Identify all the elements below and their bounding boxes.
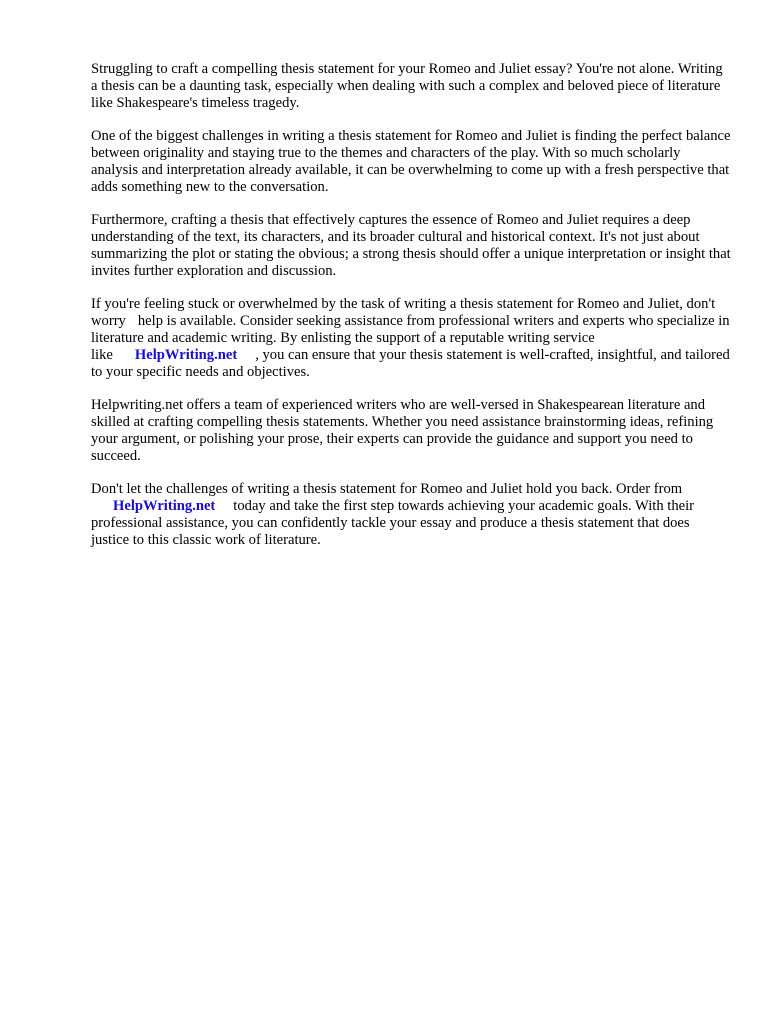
cta-text-end: today and take the first step towards achieving your academic goals. With their professional assistance, you can confidently tackle your essay and produce a thesis statement that does justice to this classic work of literature. (91, 498, 695, 548)
paragraph-intro: Struggling to craft a compelling thesis statement for your Romeo and Juliet essay? You're not alone. Writing a thesis can be a daunting task, especially when dealing with such a complex and beloved piece of literature like Shakespeare's timeless tragedy. (91, 61, 723, 111)
helpwriting-link-inline[interactable]: HelpWriting.net (134, 347, 238, 363)
cta-text-start: Don't let the challenges of writing a thesis statement for Romeo and Juliet hold you back. Order from (91, 481, 683, 497)
paragraph-understanding: Furthermore, crafting a thesis that effectively captures the essence of Romeo and Juliet requires a deep understanding of the text, its characters, and its broader cultural and historical context. It's not just about summarizing the plot or stating the obvious; a strong thesis should offer a unique interpretation or insight that invites further exploration and discussion. (91, 212, 731, 279)
helpwriting-link-cta[interactable]: HelpWriting.net (113, 498, 216, 514)
assistance-text-middle: help is available. Consider seeking assistance from professional writers and experts who specialize in literature and academic writing. By enlisting the support of a reputable writing service like (91, 313, 730, 363)
paragraph-assistance (91, 296, 731, 381)
paragraph-call-to-action (91, 481, 731, 549)
assistance-text-start: If you're feeling stuck or overwhelmed by the task of writing a thesis statement for Romeo and Juliet, don't worry (91, 296, 716, 329)
paragraph-challenges: One of the biggest challenges in writing a thesis statement for Romeo and Juliet is finding the perfect balance between originality and staying true to the themes and characters of the play. With so much scholarly analysis and interpretation already available, it can be overwhelming to come up with a fresh perspective that adds something new to the conversation. (91, 128, 731, 195)
paragraph-service-description: Helpwriting.net offers a team of experienced writers who are well-versed in Shakespearean literature and skilled at crafting compelling thesis statements. Whether you need assistance brainstorming ideas, refining your argument, or polishing your prose, their experts can provide the guidance and support you need to succeed. (91, 397, 714, 464)
assistance-text-end: , you can ensure that your thesis statement is well-crafted, insightful, and tailored to your specific needs and objectives. (91, 347, 730, 380)
document-page (91, 61, 731, 565)
